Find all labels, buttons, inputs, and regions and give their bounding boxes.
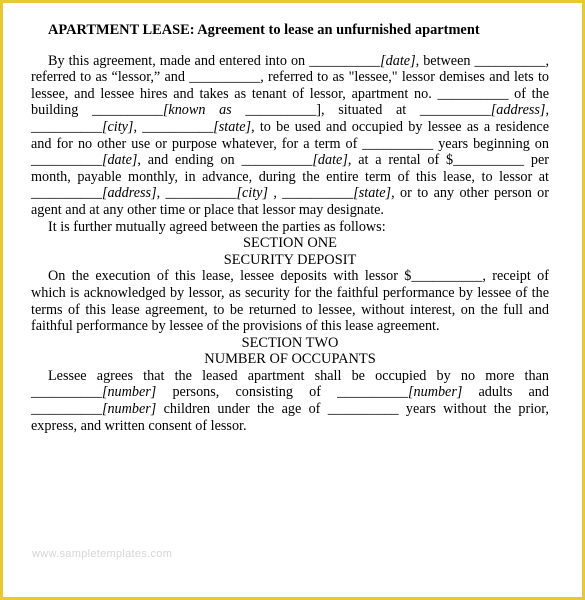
text-run: ,: [545, 102, 549, 119]
field-city: [city]: [236, 185, 268, 202]
text-run: persons, consisting of: [156, 384, 338, 401]
number-of-occupants-heading: NUMBER OF OCCUPANTS: [204, 351, 376, 368]
blank-line: __________: [31, 401, 102, 418]
text-run: of the building: [31, 85, 549, 119]
field-state: [state]: [353, 185, 392, 202]
blank-line: __________: [437, 85, 509, 102]
section-one-heading: SECTION ONE: [243, 235, 337, 252]
text-run: , or to any other person or agent and at any other time or place that lessor may designate.: [31, 185, 549, 218]
text-run: , at a rental of $: [347, 152, 454, 169]
text-run: adults and: [462, 384, 549, 401]
field-city: [city]: [101, 118, 134, 135]
text-run: ,: [156, 185, 166, 202]
mutual-agreement-paragraph: It is further mutually agreed between the parties as follows:: [48, 218, 386, 235]
security-deposit-heading: SECURITY DEPOSIT: [223, 251, 357, 268]
blank-line: __________: [282, 185, 354, 202]
blank-line: __________: [31, 152, 102, 169]
blank-line: __________: [31, 185, 102, 202]
blank-line: __________: [241, 152, 313, 169]
blank-line: __________: [453, 152, 525, 169]
field-number: [number]: [101, 384, 157, 401]
field-number: [number]: [101, 401, 157, 418]
text-run: , referred to as "lessee," lessor demises and lets to lessee, and lessee hires and takes as tenant of lessor, apartment no.: [31, 69, 549, 102]
field-state: [state]: [213, 118, 252, 135]
text-run: , to be used and occupied by lessee as a residence and for no other use or purpose whatever, for a term of: [31, 118, 550, 152]
blank-line: __________: [31, 384, 102, 401]
security-deposit-paragraph: [31, 268, 549, 334]
blank-line: __________: [327, 401, 399, 418]
blank-line: __________: [309, 52, 381, 69]
blank-line: __________: [165, 185, 237, 202]
watermark: www.sampletemplates.com: [32, 548, 173, 560]
text-run: children under the age of: [156, 401, 328, 418]
blank-line: __________: [419, 102, 491, 119]
blank-line: __________: [474, 52, 546, 69]
field-address: [address]: [101, 185, 157, 202]
blank-line: __________: [31, 118, 102, 135]
agreement-paragraph: [31, 53, 549, 219]
text-run: On the execution of this lease, lessee deposits with lessor $: [48, 268, 412, 285]
document-title: APARTMENT LEASE: Agreement to lease an unfurnished apartment: [48, 22, 480, 38]
field-date: [date]: [101, 152, 138, 169]
section-two-heading: SECTION TWO: [241, 334, 339, 351]
text-run: per month, payable monthly, in advance, during the entire term of this lease, to lessor at: [31, 152, 549, 185]
field-known-as: [known as: [162, 102, 246, 119]
blank-line: __________: [411, 268, 483, 285]
blank-line: __________: [189, 69, 261, 86]
text-run: ,: [133, 118, 143, 135]
blank-line: __________: [91, 102, 163, 119]
text-run: years without the prior, express, and written consent of lessor.: [31, 401, 549, 434]
occupants-paragraph: [31, 368, 549, 434]
field-number: [number]: [408, 384, 463, 401]
field-date: [date]: [312, 152, 348, 169]
text-run: Lessee agrees that the leased apartment shall be occupied by no more than: [48, 367, 549, 384]
blank-line: __________: [362, 135, 434, 152]
text-run: , referred to as “lessor,” and: [31, 52, 549, 86]
field-address: [address]: [490, 102, 546, 119]
text-run: ], situated at: [316, 102, 420, 119]
text-run: , between: [415, 52, 475, 69]
text-run: ,: [268, 185, 283, 202]
blank-line: __________: [142, 118, 214, 135]
text-run: , receipt of which is acknowledged by lessor, as security for the faithful performance by lessee of the terms of this lease agreement, to be returned to lessee, without interest, on the full and faithful performance by lessee of the provisions of this lease agreement.: [31, 268, 549, 335]
lease-document: [31, 22, 549, 434]
text-run: , and ending on: [137, 152, 242, 169]
text-run: By this agreement, made and entered into on: [48, 52, 310, 69]
field-date: [date]: [380, 52, 416, 69]
blank-line: __________: [245, 102, 317, 119]
text-run: years beginning on: [433, 135, 549, 152]
blank-line: __________: [337, 384, 408, 401]
